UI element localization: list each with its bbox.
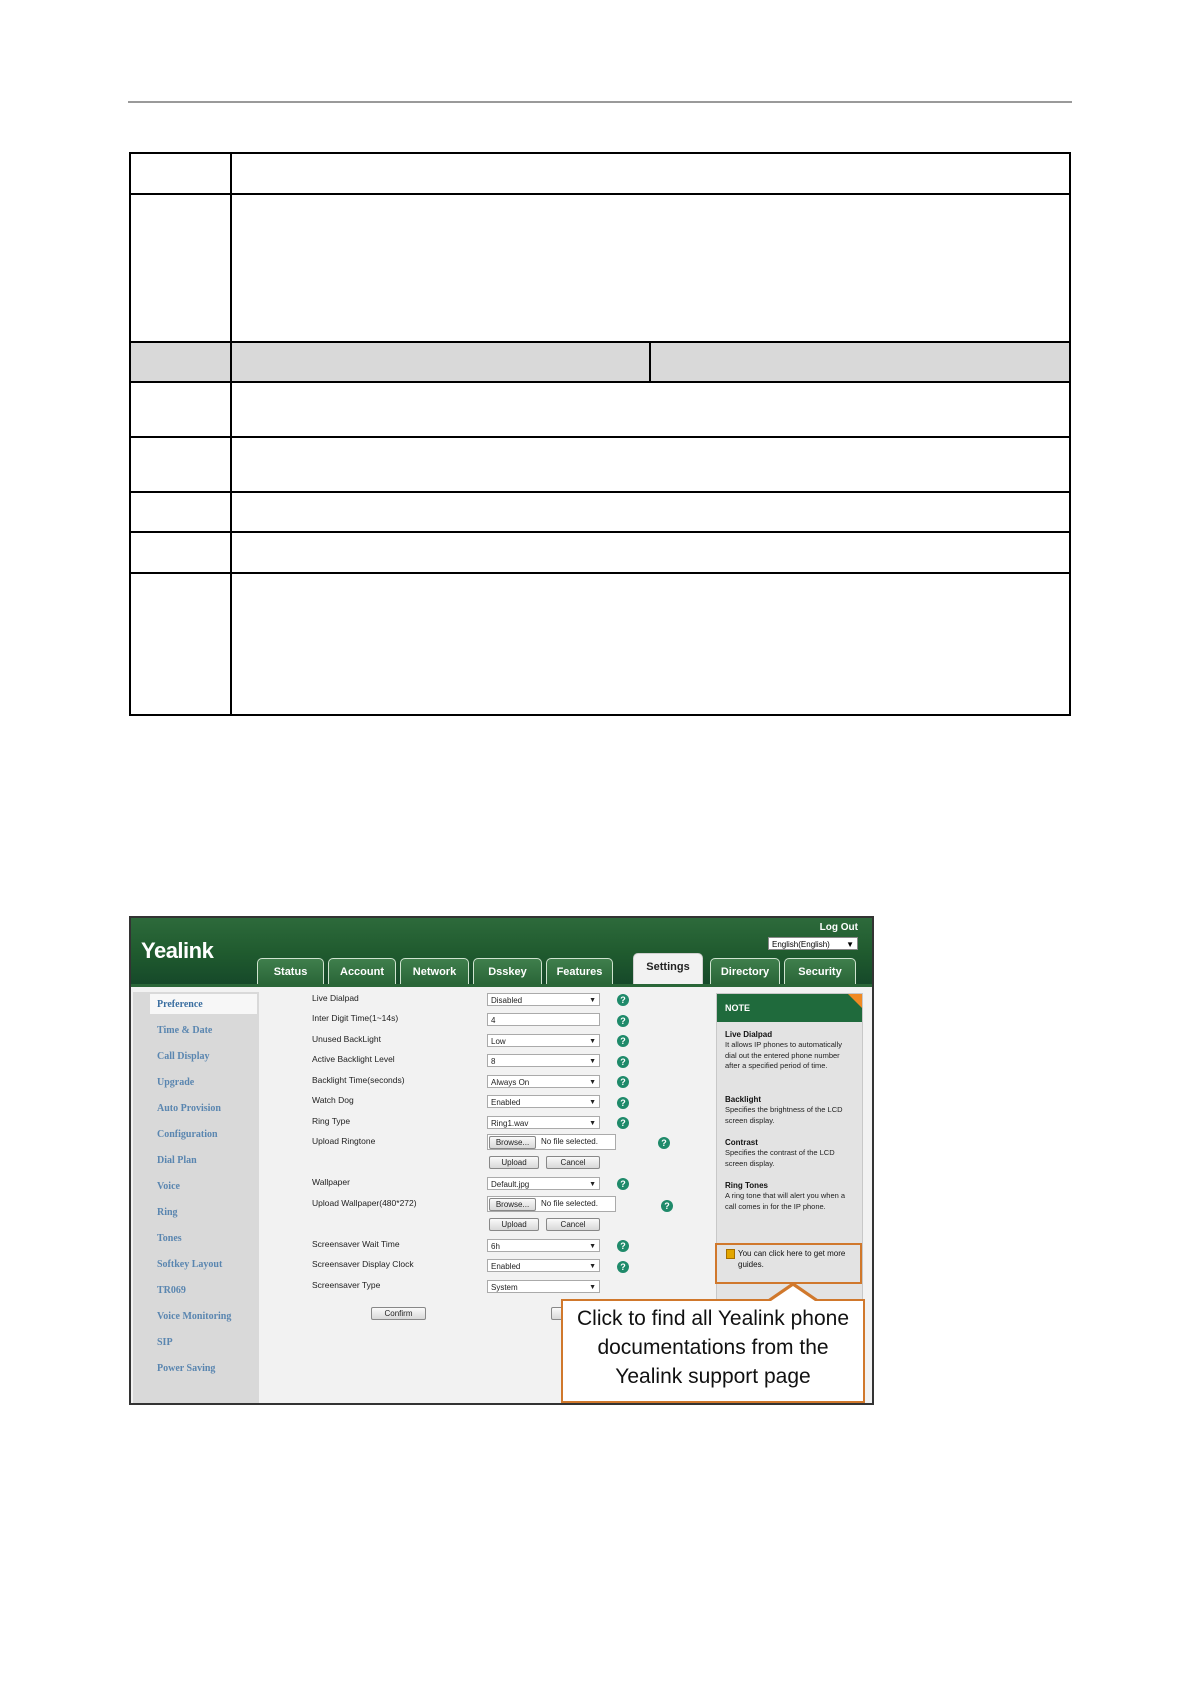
screensaver-wait-time-select[interactable] (487, 1239, 600, 1252)
help-icon[interactable]: ? (617, 1076, 629, 1088)
table-row-line (131, 572, 1069, 574)
cancel-wallpaper-button[interactable]: Cancel (546, 1218, 600, 1231)
chevron-down-icon: ▼ (589, 1243, 596, 1250)
field-label: Live Dialpad (312, 993, 359, 1003)
screensaver-clock-select[interactable] (487, 1259, 600, 1272)
backlight-time-select[interactable] (487, 1075, 600, 1088)
chevron-down-icon: ▼ (589, 997, 596, 1004)
language-select[interactable] (768, 937, 858, 950)
select-value: Ring1.wav (491, 1119, 529, 1128)
sidebar-item-voice[interactable]: Voice (157, 1181, 180, 1192)
browse-wallpaper-button[interactable]: Browse... (489, 1198, 536, 1211)
help-icon[interactable]: ? (617, 1117, 629, 1129)
note-item-title: Contrast (725, 1138, 758, 1147)
input-value: 4 (491, 1016, 496, 1025)
tab-status[interactable]: Status (257, 958, 324, 984)
select-value: System (491, 1283, 518, 1292)
sidebar-item-configuration[interactable]: Configuration (157, 1129, 218, 1140)
note-item-body: Specifies the brightness of the LCD screen display. (725, 1105, 843, 1125)
table-header-shade (131, 342, 1069, 382)
help-icon[interactable]: ? (617, 1035, 629, 1047)
field-label: Screensaver Wait Time (312, 1239, 400, 1249)
guide-link-text[interactable]: You can click here to get more guides. (738, 1249, 846, 1269)
upload-wallpaper-button[interactable]: Upload (489, 1218, 539, 1231)
note-item-body: A ring tone that will alert you when a call comes in for the IP phone. (725, 1191, 846, 1211)
help-icon[interactable]: ? (617, 1261, 629, 1273)
sidebar-item-sip[interactable]: SIP (157, 1337, 173, 1348)
chevron-down-icon: ▼ (589, 1181, 596, 1188)
table-row-line (131, 341, 1069, 343)
select-value: Disabled (491, 996, 523, 1005)
table-row-line (131, 491, 1069, 493)
note-item-title: Ring Tones (725, 1181, 768, 1190)
help-icon[interactable]: ? (617, 1056, 629, 1068)
field-label: Unused BackLight (312, 1034, 381, 1044)
sidebar-item-auto-provision[interactable]: Auto Provision (157, 1103, 221, 1114)
select-value: 8 (491, 1057, 496, 1066)
field-label: Active Backlight Level (312, 1054, 395, 1064)
chevron-down-icon: ▼ (589, 1284, 596, 1291)
tab-account[interactable]: Account (328, 958, 396, 984)
field-label: Backlight Time(seconds) (312, 1075, 405, 1085)
tab-features[interactable]: Features (546, 958, 613, 984)
screensaver-type-select[interactable] (487, 1280, 600, 1293)
no-file-text: No file selected. (541, 1199, 598, 1208)
note-item-title: Backlight (725, 1095, 762, 1104)
table-row-line (131, 193, 1069, 195)
table-row-line (131, 436, 1069, 438)
language-value: English(English) (772, 940, 830, 949)
note-item-body: It allows IP phones to automatically dial out the entered phone number after a specified period of time. (725, 1040, 843, 1070)
field-label: Watch Dog (312, 1095, 354, 1105)
live-dialpad-select[interactable] (487, 993, 600, 1006)
chevron-down-icon: ▼ (846, 940, 854, 949)
select-value: 6h (491, 1242, 500, 1251)
select-value: Low (491, 1037, 506, 1046)
active-backlight-level-select[interactable] (487, 1054, 600, 1067)
select-value: Enabled (491, 1098, 521, 1107)
field-label: Screensaver Display Clock (312, 1259, 414, 1269)
unused-backlight-select[interactable] (487, 1034, 600, 1047)
field-label: Inter Digit Time(1~14s) (312, 1013, 399, 1023)
inter-digit-time-input[interactable] (487, 1013, 600, 1026)
sidebar-item-tr069[interactable]: TR069 (157, 1285, 186, 1296)
sidebar-item-tones[interactable]: Tones (157, 1233, 182, 1244)
guide-link-box[interactable] (715, 1243, 862, 1284)
field-label: Upload Wallpaper(480*272) (312, 1198, 417, 1208)
field-label: Wallpaper (312, 1177, 350, 1187)
wallpaper-select[interactable] (487, 1177, 600, 1190)
note-title: NOTE (717, 994, 862, 1022)
document-table (129, 152, 1071, 716)
help-icon[interactable]: ? (617, 1015, 629, 1027)
watch-dog-select[interactable] (487, 1095, 600, 1108)
sidebar-item-softkey-layout[interactable]: Softkey Layout (157, 1259, 223, 1270)
note-item-body: Specifies the contrast of the LCD screen display. (725, 1148, 835, 1168)
upload-ringtone-button[interactable]: Upload (489, 1156, 539, 1169)
tab-directory[interactable]: Directory (710, 958, 780, 984)
tab-security[interactable]: Security (784, 958, 856, 984)
confirm-button[interactable]: Confirm (371, 1307, 426, 1320)
help-icon[interactable]: ? (617, 1097, 629, 1109)
no-file-text: No file selected. (541, 1137, 598, 1146)
cancel-ringtone-button[interactable]: Cancel (546, 1156, 600, 1169)
sidebar-item-time-date[interactable]: Time & Date (157, 1025, 213, 1036)
browse-ringtone-button[interactable]: Browse... (489, 1136, 536, 1149)
callout-text: Click to find all Yealink phone documentations from the Yealink support page (576, 1307, 849, 1388)
chevron-down-icon: ▼ (589, 1120, 596, 1127)
help-icon[interactable]: ? (617, 994, 629, 1006)
sidebar-item-call-display[interactable]: Call Display (157, 1051, 210, 1062)
select-value: Default.jpg (491, 1180, 530, 1189)
field-label: Upload Ringtone (312, 1136, 376, 1146)
sidebar-item-dial-plan[interactable]: Dial Plan (157, 1155, 197, 1166)
help-icon[interactable]: ? (617, 1178, 629, 1190)
callout-pointer-inner (771, 1286, 815, 1301)
chevron-down-icon: ▼ (589, 1099, 596, 1106)
chevron-down-icon: ▼ (589, 1079, 596, 1086)
tab-settings[interactable]: Settings (633, 953, 703, 984)
tab-network[interactable]: Network (400, 958, 469, 984)
ring-type-select[interactable] (487, 1116, 600, 1129)
select-value: Always On (491, 1078, 530, 1087)
help-icon[interactable]: ? (658, 1137, 670, 1149)
note-item-title: Live Dialpad (725, 1030, 773, 1039)
header-rule (128, 101, 1072, 103)
chevron-down-icon: ▼ (589, 1263, 596, 1270)
yealink-logo: Yealink (141, 938, 214, 963)
table-row-line (131, 381, 1069, 383)
help-icon[interactable]: ? (617, 1240, 629, 1252)
callout-box (561, 1299, 865, 1403)
chevron-down-icon: ▼ (589, 1058, 596, 1065)
sidebar-item-ring[interactable]: Ring (157, 1207, 178, 1218)
sidebar-item-upgrade[interactable]: Upgrade (157, 1077, 195, 1088)
tab-dsskey[interactable]: Dsskey (473, 958, 542, 984)
chevron-down-icon: ▼ (589, 1038, 596, 1045)
book-icon (726, 1249, 735, 1259)
sidebar-item-voice-monitoring[interactable]: Voice Monitoring (157, 1311, 232, 1322)
field-label: Screensaver Type (312, 1280, 381, 1290)
field-label: Ring Type (312, 1116, 351, 1126)
sidebar-item-preference[interactable]: Preference (157, 999, 203, 1010)
note-corner (848, 994, 862, 1008)
table-header-divider (649, 342, 651, 382)
logout-link[interactable]: Log Out (819, 922, 858, 933)
table-row-line (131, 531, 1069, 533)
web-ui-screenshot (129, 916, 874, 1405)
sidebar-item-power-saving[interactable]: Power Saving (157, 1363, 216, 1374)
select-value: Enabled (491, 1262, 521, 1271)
help-icon[interactable]: ? (661, 1200, 673, 1212)
table-column-divider (230, 154, 232, 714)
